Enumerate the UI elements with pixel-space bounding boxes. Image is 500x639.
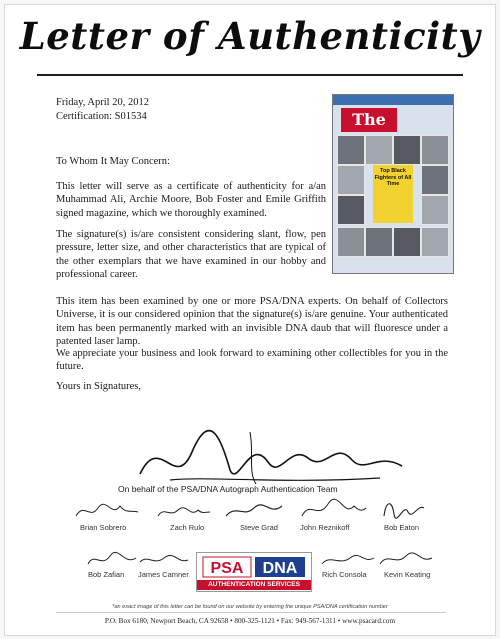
expert-signature	[378, 496, 428, 522]
expert-name: Rich Consola	[322, 570, 367, 579]
magazine-photo	[337, 135, 365, 165]
expert-signature	[222, 500, 292, 522]
dna-logo-text: DNA	[262, 560, 298, 577]
closing: Yours in Signatures,	[56, 381, 141, 392]
paragraph-3: This item has been examined by one or more PSA/DNA experts. On behalf of Collectors Universe, it is our considered opinion that the signature(s) is/are genuine. Your authenticated item has been permanently marked with an invisible DNA daub that will fluoresce under a patented laser lamp.	[56, 296, 448, 348]
expert-name: Zach Rulo	[170, 523, 205, 532]
expert-name: Bob Zafian	[88, 570, 125, 579]
magazine-photo	[365, 135, 393, 165]
certificate-title: Letter of Authenticity	[19, 14, 481, 58]
expert-name: Steve Grad	[240, 523, 278, 532]
magazine-logo: The	[341, 108, 397, 132]
expert-signature	[136, 550, 192, 570]
letter-meta	[56, 96, 149, 124]
expert-name: Kevin Keating	[384, 570, 431, 579]
expert-signature	[318, 550, 378, 570]
psa-dna-logo	[196, 552, 312, 592]
logo-subtitle: AUTHENTICATION SERVICES	[197, 580, 311, 590]
footer-note: *an exact image of this letter can be found on our website by entering the unique PSA/DNA certification number	[112, 604, 388, 610]
psa-logo-text: PSA	[210, 560, 244, 577]
psa-dna-wordmark	[197, 555, 311, 579]
magazine-photo	[337, 165, 365, 195]
magazine-photo	[337, 227, 365, 257]
magazine-photo	[337, 195, 365, 225]
expert-name: Bob Eaton	[384, 523, 420, 532]
magazine-feature-box: Top Black Fighters of All Time	[373, 165, 413, 223]
expert-signature	[72, 500, 142, 522]
magazine-photo	[421, 165, 449, 195]
magazine-photo	[393, 135, 421, 165]
paragraph-4: We appreciate your business and look forward to examining other collectibles for you in the future.	[56, 348, 448, 373]
expert-name: James Camner	[138, 570, 189, 579]
footer-divider	[56, 612, 446, 613]
paragraph-2: The signature(s) is/are consistent considering slant, flow, pen pressure, letter size, and other characteristics that are typical of the other exemplars that we have examined in our hobby and professional career.	[56, 229, 326, 281]
expert-signature	[154, 502, 214, 522]
expert-name: John Reznikoff	[300, 523, 350, 532]
magazine-photo	[365, 227, 393, 257]
paragraph-1: This letter will serve as a certificate of authenticity for a/an Muhammad Ali, Archie Moore, Bob Foster and Emile Griffith signed magazine, which we thoroughly examined.	[56, 181, 326, 219]
expert-name: Brian Sobrero	[80, 523, 127, 532]
footer-address: P.O. Box 6180, Newport Beach, CA 92658 • 800-325-1121 • Fax: 949-567-1311 • www.psacard.com	[104, 617, 396, 625]
magazine-photo	[421, 227, 449, 257]
magazine-banner	[333, 95, 453, 105]
expert-signature	[376, 548, 436, 570]
magazine-cover-image	[332, 94, 454, 274]
magazine-photo	[421, 195, 449, 225]
expert-signature	[84, 550, 140, 570]
title-underline	[37, 74, 463, 76]
expert-signature	[298, 498, 368, 522]
salutation: To Whom It May Concern:	[56, 156, 170, 167]
magazine-photo	[421, 135, 449, 165]
letter-date: Friday, April 20, 2012	[56, 97, 149, 108]
magazine-photo-grid	[337, 135, 449, 269]
certification-number: Certification: S01534	[56, 111, 147, 122]
authentication-team-line: On behalf of the PSA/DNA Autograph Authentication Team	[118, 484, 338, 494]
magazine-photo	[393, 227, 421, 257]
main-signature	[130, 422, 410, 492]
